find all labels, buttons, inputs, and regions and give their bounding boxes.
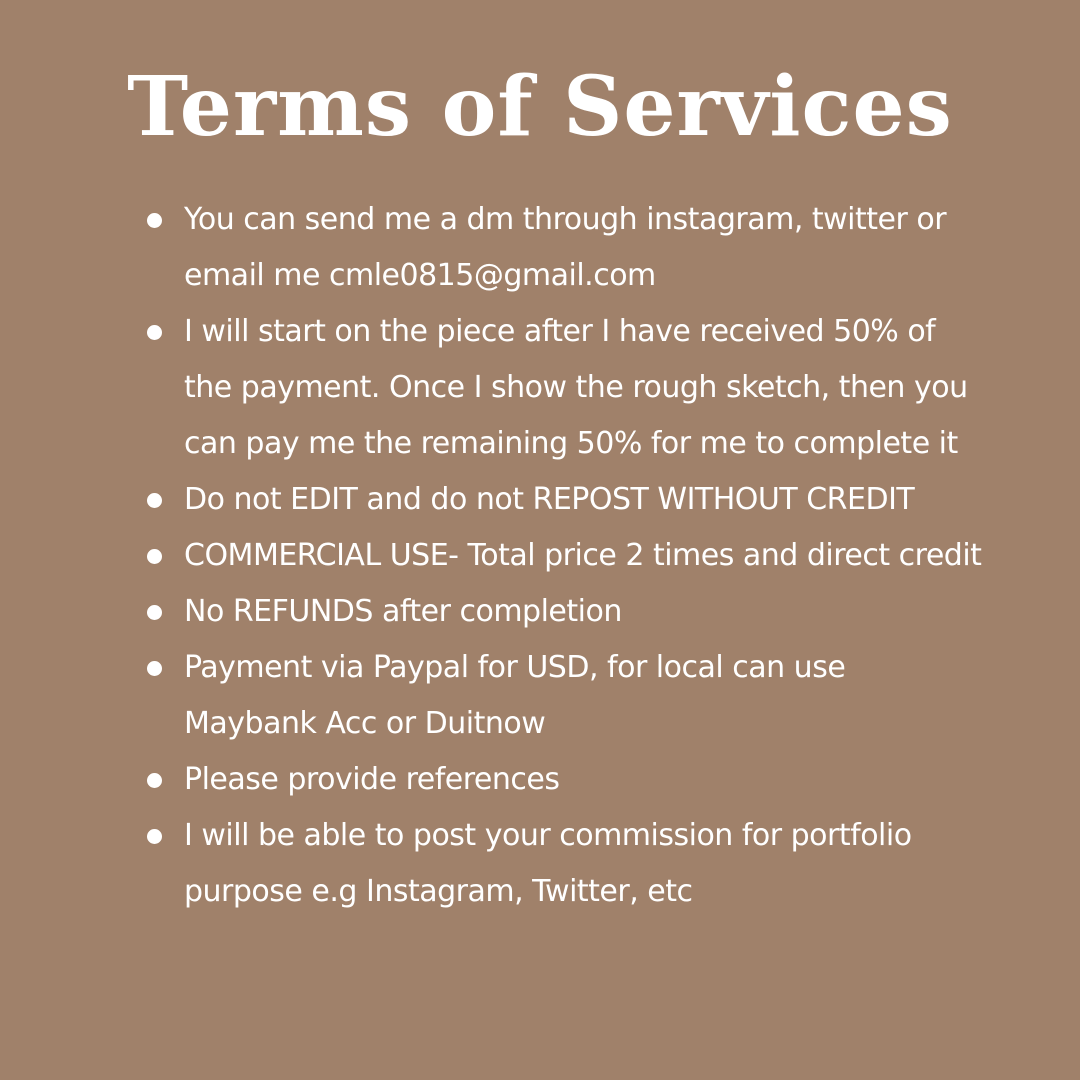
bullet-dot-icon [147,661,162,676]
term-item-commercial-use [147,528,982,584]
bullet-dot-icon [147,605,162,620]
bullet-dot-icon [147,829,162,844]
term-text: Payment via Paypal for USD, for local can use Maybank Acc or Duitnow [184,650,846,741]
bullet-dot-icon [147,773,162,788]
term-text: I will be able to post your commission for portfolio purpose e.g Instagram, Twitter, etc [184,818,912,909]
bullet-dot-icon [147,213,162,228]
term-item-contact [147,192,982,304]
term-item-no-edit-repost [147,472,982,528]
term-item-portfolio-use [147,808,982,920]
page-title: Terms of Services [127,59,953,155]
term-text: Please provide references [184,762,560,797]
term-text: You can send me a dm through instagram, twitter or email me cmle0815@gmail.com [184,202,947,293]
term-item-payment-methods [147,640,982,752]
term-text: COMMERCIAL USE- Total price 2 times and direct credit [184,538,982,573]
term-text: I will start on the piece after I have received 50% of the payment. Once I show the rough sketch, then you can pay me the remaining 50% for me to complete it [184,314,968,461]
term-text: No REFUNDS after completion [184,594,622,629]
bullet-dot-icon [147,325,162,340]
term-text: Do not EDIT and do not REPOST WITHOUT CREDIT [184,482,915,517]
bullet-dot-icon [147,493,162,508]
term-item-no-refunds [147,584,982,640]
term-item-references [147,752,982,808]
bullet-dot-icon [147,549,162,564]
term-item-payment-schedule [147,304,982,472]
terms-list [147,192,982,920]
